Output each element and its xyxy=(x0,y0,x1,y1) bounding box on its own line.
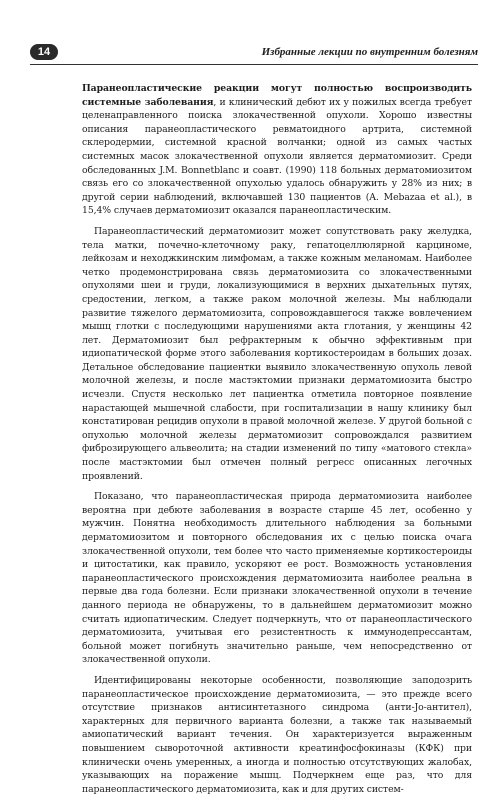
paragraph-3: Показано, что паранеопластическая природа дерматомиозита наиболее вероятна при дебюте заболевания в возрасте старше 45 лет, особенно у мужчин. Понятна необходимость длительного наблюдения за больными дерматомиозитом и повторного обследования их с целью поиска очага злокачественной опухоли, тем более что часто применяемые кортикостероиды и цитостатики, как правило, ускоряют ее рост. Возможность установления паранеопластического происхождения дерматомиозита наиболее реальна в первые два года болезни. Если признаки злокачественной опухоли в течение данного периода не обнаружены, то в дальнейшем дерматомиозит можно считать идиопатическим. Следует подчеркнуть, что от паранеопластического дерматомиозита, учитывая его резистентность к иммунодепрессантам, больной может погибнуть значительно раньше, чем непосредственно от злокачественной опухоли. xyxy=(82,491,472,666)
page-header xyxy=(30,44,478,65)
running-title: Избранные лекции по внутренним болезням xyxy=(261,46,478,58)
paragraph-1 xyxy=(82,82,472,218)
page-number-badge: 14 xyxy=(30,44,58,60)
paragraph-2: Паранеопластический дерматомиозит может сопутствовать раку желудка, тела матки, почечно-клеточному раку, гепатоцеллюлярной карциноме, лейкозам и неходжкинским лимфомам, а также кожным меланомам. Наиболее четко продемонстрирована связь дерматомиозита со злокачественными опухолями шеи и груди, локализующимися в верхних дыхательных путях, средостении, легком, а также раком молочной железы. Мы наблюдали развитие тяжелого дерматомиозита, сопровождавшегося также вовлечением мышц глотки с последующими нарушениями акта глотания, у женщины 42 лет. Дерматомиозит был рефрактерным к обычно эффективным при идиопатической форме этого заболевания кортикостероидам в больших дозах. Детальное обследование пациентки выявило злокачественную опухоль левой молочной железы, и после мастэктомии признаки дерматомиозита быстро исчезли. Спустя несколько лет пациентка отметила повторное появление нарастающей мышечной слабости, при госпитализации в нашу клинику был констатирован рецидив опухоли в правой молочной железе. У другой больной с опухолью молочной железы дерматомиозит сопровождался развитием фиброзирующего альвеолита; на стадии изменений по типу «матового стекла» после мастэктомии был отмечен полный регресс описанных легочных проявлений. xyxy=(82,225,472,482)
paragraph-4: Идентифицированы некоторые особенности, позволяющие заподозрить паранеопластическое происхождение дерматомиозита, — это прежде всего отсутствие признаков антисинтетазного синдрома (анти-Jo-антител), характерных для первичного варианта болезни, а также так называемый амиопатический вариант течения. Он характеризуется выраженным повышением сывороточной активности креатинфосфокиназы (КФК) при клинически очень умеренных, а иногда и полностью отсутствующих жалобах, указывающих на поражение мышц. Подчеркнем еще раз, что для паранеопластического дерматомиозита, как и для других систем- xyxy=(82,674,472,795)
paragraph-1-lead: Паранеопластические реакции могут полностью воспроизводить системные заболевания xyxy=(82,83,472,108)
paragraph-1-text: , и клинический дебют их у пожилых всегда требует целенаправленного поиска злокачественной опухоли. Хорошо известны описания паранеопластического ревматоидного артрита, системной склеродермии, системной красной волчанки; одной из самых частых системных масок злокачественной опухоли является дерматомиозит. Среди обследованных J.M. Bonnetblanc и соавт. (1990) 118 больных дерматомиозитом связь его со злокачественной опухолью удалось обнаружить у 28% из них; в другой серии наблюдений, включавшей 130 пациентов (A. Mebazaa et al.), в 15,4% случаев дерматомиозит оказался паранеопластическим. xyxy=(82,96,472,217)
body-text xyxy=(82,82,472,803)
